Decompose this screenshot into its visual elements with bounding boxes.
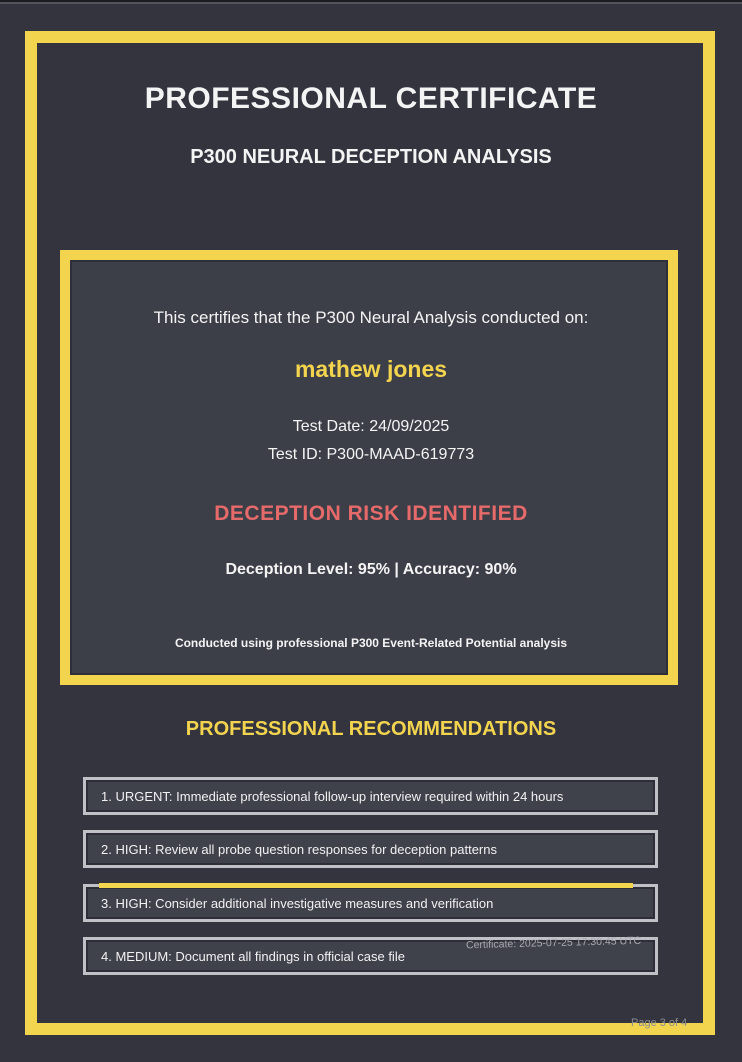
recommendation-item-4-label: 4. MEDIUM: Document all findings in official case file xyxy=(101,948,405,964)
deception-metrics: Deception Level: 95% | Accuracy: 90% xyxy=(225,561,517,578)
recommendation-item-1 xyxy=(83,777,658,815)
test-id: Test ID: P300-MAAD-619773 xyxy=(267,446,475,463)
certificate-timestamp-watermark: Certificate: 2025-07-25 17:30:45 UTC xyxy=(465,934,642,952)
recommendation-item-1-label: 1. URGENT: Immediate professional follow-up interview required within 24 hours xyxy=(101,788,564,804)
top-edge-light-line xyxy=(0,2,742,4)
risk-status-text: DECEPTION RISK IDENTIFIED xyxy=(214,502,528,525)
certificate-intro-text: This certifies that the P300 Neural Analysis conducted on: xyxy=(153,308,589,327)
recommendations-title: PROFESSIONAL RECOMMENDATIONS xyxy=(185,718,557,740)
recommendation-3-highlight-bar xyxy=(99,883,633,888)
subject-name: mathew jones xyxy=(294,356,448,382)
test-date: Test Date: 24/09/2025 xyxy=(292,418,450,435)
recommendation-item-3 xyxy=(83,884,658,922)
recommendation-item-2-label: 2. HIGH: Review all probe question responses for deception patterns xyxy=(101,841,497,857)
recommendation-item-2 xyxy=(83,830,658,868)
page-title: PROFESSIONAL CERTIFICATE xyxy=(144,82,598,115)
method-note: Conducted using professional P300 Event-Related Potential analysis xyxy=(174,636,568,650)
page-subtitle: P300 NEURAL DECEPTION ANALYSIS xyxy=(190,146,552,168)
recommendation-item-3-label: 3. HIGH: Consider additional investigative measures and verification xyxy=(101,895,494,911)
page-number: Page 3 of 4 xyxy=(631,1017,688,1029)
